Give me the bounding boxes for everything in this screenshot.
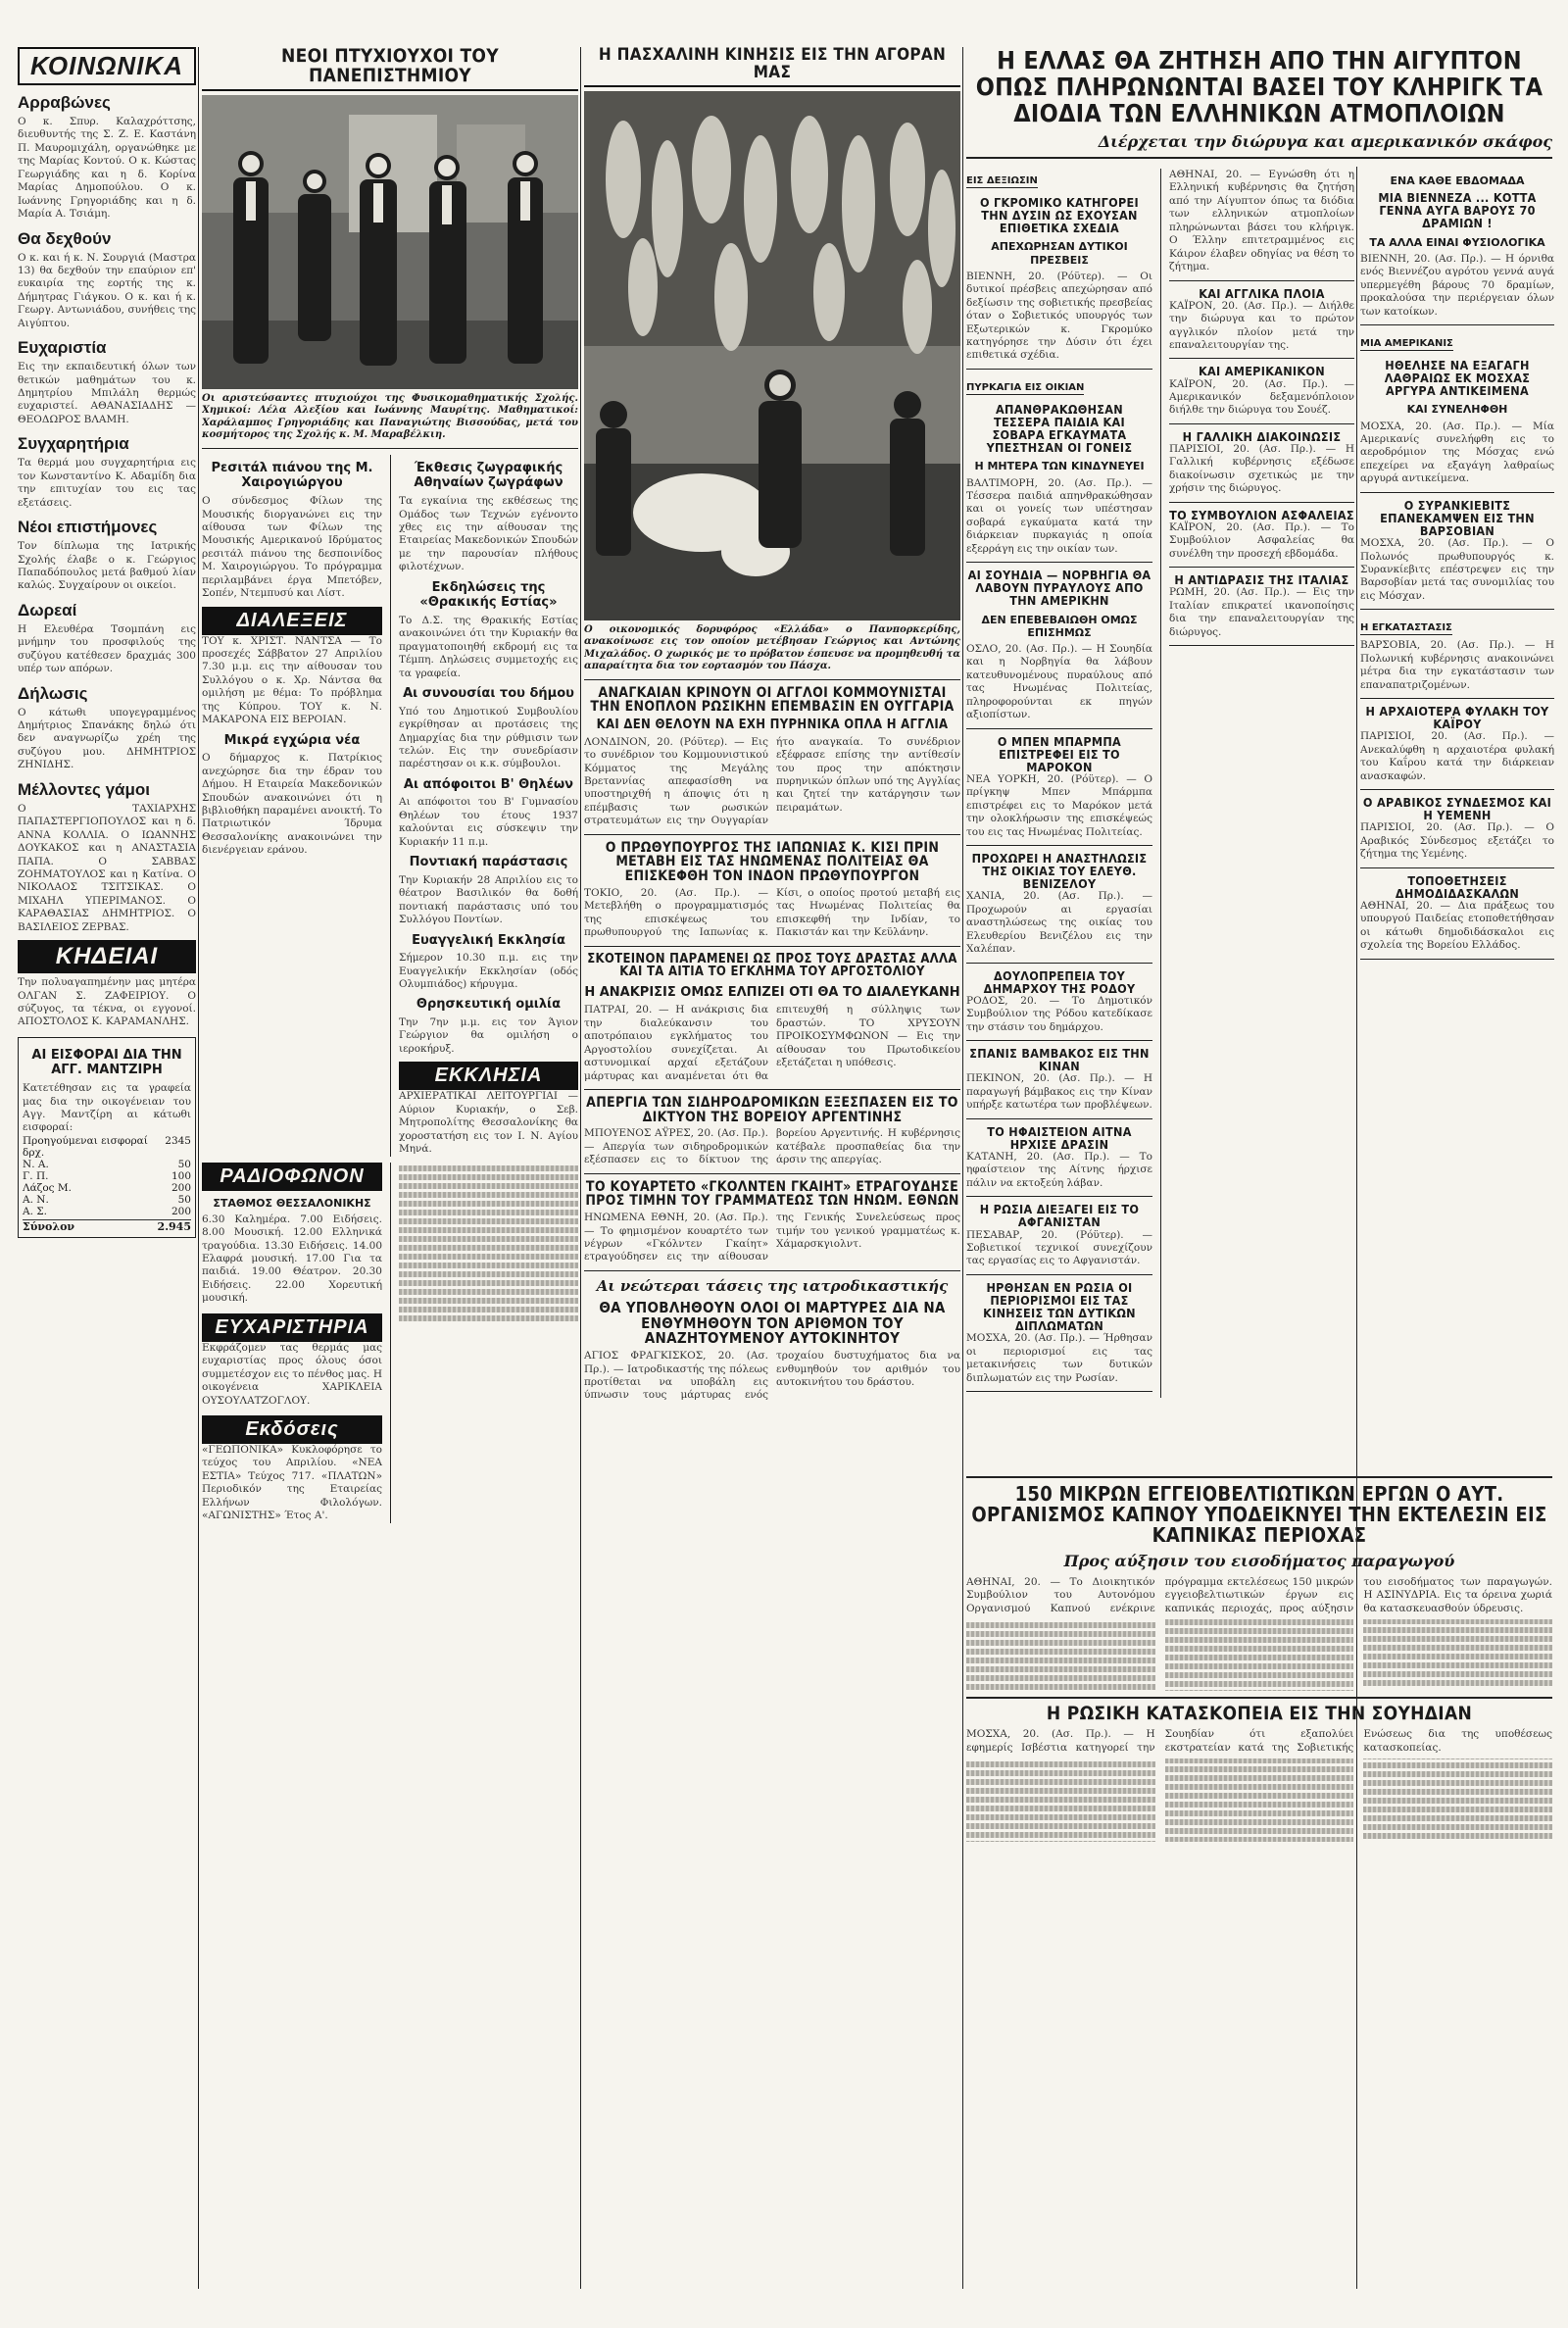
news-text: ΚΑΪΡΟΝ, 20. (Ασ. Πρ.). — Αμερικανικόν δεξαμενόπλοιον διήλθε την διώρυγα του Σουέζ. <box>1168 377 1354 417</box>
col2-lower-left <box>202 1163 382 1523</box>
news-text: ΠΕΣΑΒΑΡ, 20. (Ρόϋτερ). — Σοβιετικοί τεχνικοί συνεχίζουν τας εργασίας εις το Αφγανιστάν. <box>966 1228 1152 1267</box>
section-text: Η Ελευθέρα Τσομπάνη εις μνήμην του προσφιλούς της συζύγου κατέθεσεν δραχμάς 300 υπέρ των απόρων. <box>18 622 196 675</box>
news-headline: Ο ΣΥΡΑΝΚΙΕΒΙΤΣ ΕΠΑΝΕΚΑΜΨΕΝ ΕΙΣ ΤΗΝ ΒΑΡΣΟΒΙΑΝ <box>1380 497 1535 538</box>
university-column <box>202 47 578 2289</box>
market-photo <box>584 91 960 620</box>
eisfora-name: Λάζος Μ. <box>23 1181 72 1194</box>
section-banner: ΔΙΑΛΕΞΕΙΣ <box>202 607 382 635</box>
news-headline: ΣΠΑΝΙΣ ΒΑΜΒΑΚΟΣ ΕΙΣ ΤΗΝ ΚΙΝΑΝ <box>969 1046 1150 1074</box>
news-headline: Ο ΑΡΑΒΙΚΟΣ ΣΥΝΔΕΣΜΟΣ ΚΑΙ Η ΥΕΜΕΝΗ <box>1362 795 1552 823</box>
news-text: ΠΕΚΙΝΟΝ, 20. (Ασ. Πρ.). — Η παραγωγή βάμβακος εις την Κίναν υπήρξε κατωτέρα των προβλέψεων. <box>966 1072 1152 1112</box>
eisfora-amount: 200 <box>171 1181 191 1194</box>
section-text: Ο ΤΑΧΙΑΡΧΗΣ ΠΑΠΑΣΤΕΡΓΙΟΠΟΥΛΟΣ και η δ. ΑΝΝΑ ΚΟΛΛΙΑ. Ο ΙΩΑΝΝΗΣ ΔΟΥΚΑΚΟΣ και η ΑΝΑΣΤΑΣΙΑ ΠΑΠΑ. Ο ΣΑΒΒΑΣ ΖΟΗΜΑΤΟΥΛΟΣ και η Κατίνα. Ο ΝΙΚΟΛΑΟΣ ΤΣΙΤΣΙΚΑΣ. Ο ΜΙΧΑΗΛ ΥΠΕΡΙΜΑΝΟΣ. Ο ΚΑΡΑΘΑΣΙΑΣ ΔΗΜΗΤΡΙΟΣ. Ο ΒΑΣΙΛΕΙΟΣ ΖΕΡΒΑΣ. <box>18 802 196 933</box>
article6-headline: ΘΑ ΥΠΟΒΛΗΘΟΥΝ ΟΛΟΙ ΟΙ ΜΑΡΤΥΡΕΣ ΔΙΑ ΝΑ ΕΝΘΥΜΗΘΟΥΝ ΤΟΝ ΑΡΙΘΜΟΝ ΤΟΥ ΑΝΑΖΗΤΟΥΜΕΝΟΥ ΑΥΤΟΚΙΝΗΤΟΥ <box>599 1298 946 1348</box>
article3-body: ΠΑΤΡΑΙ, 20. — Η ανάκρισις δια την διαλεύκανσιν του αποτρόπαιου εγκλήματος του Αργοστολίου συνεχίζεται. Αι αστυνομικαί αρχαί εξετάζουν μάρτυρας και αναμένεται ότι θα επιτευχθή η σύλληψις των δραστών. ΤΟ ΧΡΥΣΟΥΝ ΠΡΟΙΚΟΣΥΜΦΩΝΟΝ — Εις την αίθουσαν του Πρωτοδικείου εξετάζεται η υπόθεσις. <box>584 1004 960 1082</box>
news-kicker: ΠΥΡΚΑΓΙΑ ΕΙΣ ΟΙΚΙΑΝ <box>966 381 1085 393</box>
col2-left <box>202 455 382 1157</box>
eisfora-table <box>23 1135 191 1217</box>
item-text: ΑΡΧΙΕΡΑΤΙΚΑΙ ΛΕΙΤΟΥΡΓΙΑΙ — Αύριον Κυριακήν, ο Σεβ. Μητροπολίτης Θεσσαλονίκης θα χοροστατήση εις τον Ι. Ν. Αγίου Μηνά. <box>398 1090 578 1156</box>
right-items <box>1360 191 1554 959</box>
news-headline: Η ΑΝΤΙΔΡΑΣΙΣ ΤΗΣ ΙΤΑΛΙΑΣ <box>1174 572 1349 588</box>
news-text: ΑΘΗΝΑΙ, 20. — Δια πράξεως του υπουργού Παιδείας ετοποθετήθησαν οι κάτωθι δημοδιδάσκαλοι εις σχολεία της Βορείου Ελλάδος. <box>1360 899 1554 952</box>
item-title: Εκδηλώσεις της «Θρακικής Εστίας» <box>419 579 558 611</box>
section-text: Ο κ. και ή κ. Ν. Σουργιά (Μαστρα 13) θα δεχθούν την επαύριον επ' ευκαιρία της εορτής της κ. Δήμητρας Γιάγκου. Ο κ. και ή κ. Γεωργ. Αντωνιάδου, συνήθεις της Αιγύπτου. <box>18 251 196 329</box>
item-text: Την 7ην μ.μ. εις τον Άγιον Γεώργιον θα ομιλήση ο ιεροκήρυξ. <box>398 1016 578 1055</box>
news-text: ΡΟΔΟΣ, 20. — Το Δημοτικόν Συμβούλιον της Ρόδου κατεδίκασε την στάσιν του δημάρχου. <box>966 994 1152 1033</box>
weekly-kicker: ΕΝΑ ΚΑΘΕ ΕΒΔΟΜΑΔΑ <box>1390 174 1525 187</box>
news-split <box>966 169 1354 1398</box>
item-text: Αι απόφοιτοι του Β' Γυμνασίου Θηλέων του έτους 1937 καλούνται εις σύσκεψιν την Κυριακήν 11 π.μ. <box>398 796 578 848</box>
article6-body: ΑΓΙΟΣ ΦΡΑΓΚΙΣΚΟΣ, 20. (Ασ. Πρ.). — Ιατροδικαστής της πόλεως προτίθεται να υποβάλη εις ύπνωσιν τους μάρτυρας ενός τροχαίου δυστυχήματος δια να ενθυμηθούν τον αριθμόν του αυτοκινήτου του δράστου. <box>584 1350 960 1402</box>
item-text: Την Κυριακήν 28 Απριλίου εις το θέατρον Βασιλικόν θα δοθή ποντιακή παράστασις υπό του Συλλόγου Ποντίων. <box>398 873 578 926</box>
kideiai-text: Την πολυαγαπημένην μας μητέρα ΟΛΓΑΝ Σ. ΖΑΦΕΙΡΙΟΥ. Ο σύζυγος, τα τέκνα, οι εγγονοί. ΑΠΟΣΤΟΛΟΣ Κ. ΚΑΡΑΜΑΝΛΗΣ. <box>18 976 196 1028</box>
item-title: Ευαγγελική Εκκλησία <box>412 932 565 948</box>
eisfora-total-row <box>23 1219 191 1233</box>
koinonika-masthead: ΚΟΙΝΩΝΙΚΑ <box>18 47 196 85</box>
eisfora-text: Κατετέθησαν εις τα γραφεία μας δια την οικογένειαν του Αγγ. Μαντζίρη αι κάτωθι εισφοραί: <box>23 1082 191 1134</box>
article2-headline: Ο ΠΡΩΘΥΠΟΥΡΓΟΣ ΤΗΣ ΙΑΠΩΝΙΑΣ Κ. ΚΙΣΙ ΠΡΙΝ ΜΕΤΑΒΗ ΕΙΣ ΤΑΣ ΗΝΩΜΕΝΑΣ ΠΟΛΙΤΕΙΑΣ ΘΑ ΕΠΙΣΚΕΦΘΗ ΤΟΝ ΙΝΔΟΝ ΠΡΩΘΥΠΟΥΡΓΟΝ <box>605 839 940 885</box>
news-headline: ΗΡΘΗΣΑΝ ΕΝ ΡΩΣΙΑ ΟΙ ΠΕΡΙΟΡΙΣΜΟΙ ΕΙΣ ΤΑΣ ΚΙΝΗΣΕΙΣ ΤΩΝ ΔΥΤΙΚΩΝ ΔΙΠΛΩΜΑΤΩΝ <box>983 1279 1136 1334</box>
graduates-photo <box>202 95 578 389</box>
eisfora-amount: 50 <box>177 1193 191 1206</box>
radio-station: ΣΤΑΘΜΟΣ ΘΕΣΣΑΛΟΝΙΚΗΣ <box>213 1196 371 1210</box>
news-headline: ΑΙ ΣΟΥΗΔΙΑ — ΝΟΡΒΗΓΙΑ ΘΑ ΛΑΒΟΥΝ ΠΥΡΑΥΛΟΥΣ ΑΠΟ ΤΗΝ ΑΜΕΡΙΚΗΝ <box>967 568 1152 609</box>
section-banner: ΕΚΚΛΗΣΙΑ <box>399 1062 578 1090</box>
col2-right <box>399 455 578 1157</box>
section-text: Τον δίπλωμα της Ιατρικής Σχολής έλαβε ο κ. Γεώργιος Παπαδόπουλος μετά βαθμού λίαν καλώς. Συγχαίρουν οι οικείοι. <box>18 540 196 592</box>
spy-body-continued <box>966 1758 1552 1842</box>
item-title: Θρησκευτική ομιλία <box>416 997 562 1013</box>
news-headline: Ο ΜΠΕΝ ΜΠΑΡΜΠΑ ΕΠΙΣΤΡΕΦΕΙ ΕΙΣ ΤΟ ΜΑΡΟΚΟΝ <box>997 733 1122 774</box>
section-text: Τα θερμά μου συγχαρητήρια εις τον Κωνσταντίνο Κ. Αδαμίδη δια την επιτυχίαν του εις τας εξετάσεις. <box>18 457 196 509</box>
eisfora-name: Ν. Α. <box>23 1158 49 1170</box>
projects-body: ΑΘΗΝΑΙ, 20. — Το Διοικητικόν Συμβούλιον του Αυτονόμου Οργανισμού Καπνού ενέκρινε πρόγραμμα εκτελέσεως 150 μικρών εγγειοβελτιωτικών έργων εις καπνικάς περιοχάς, προς αύξησιν του εισοδήματος των παραγωγών. Η ΑΣΙΝΥΔΡΙΑ. Εις τα όρεινα χωριά θα κατασκευασθούν ύδρευσις. <box>966 1576 1552 1614</box>
col2-lower <box>202 1163 578 1523</box>
eisfora-name: Γ. Π. <box>23 1169 49 1182</box>
spy-headline: Η ΡΩΣΙΚΗ ΚΑΤΑΣΚΟΠΕΙΑ ΕΙΣ ΤΗΝ ΣΟΥΗΔΙΑΝ <box>1046 1703 1473 1725</box>
section-title: Μέλλοντες γάμοι <box>18 779 151 799</box>
item-title: Αι απόφοιτοι Β' Θηλέων <box>403 776 574 792</box>
article1-subheadline: ΚΑΙ ΔΕΝ ΘΕΛΟΥΝ ΝΑ ΕΧΗ ΠΥΡΗΝΙΚΑ ΟΠΛΑ Η ΑΓΓΛΙΑ <box>596 718 949 733</box>
section-text: Ο κάτωθι υπογεγραμμένος Δημήτριος Σπανάκης δηλώ ότι δεν αναγνωρίζω χρέη της συζύγου μου. ΔΗΜΗΤΡΙΟΣ ΖΗΝΙΔΗΣ. <box>18 706 196 771</box>
news-subheadline: ΤΑ ΑΛΛΑ ΕΙΝΑΙ ΦΥΣΙΟΛΟΓΙΚΑ <box>1369 235 1545 249</box>
news-text: ΚΑΤΑΝΗ, 20. (Ασ. Πρ.). — Το ηφαίστειον της Αίτνης ήρχισε πάλιν να εκτοξεύη λάβαν. <box>966 1151 1152 1189</box>
news-headline: ΑΠΑΝΘΡΑΚΩΘΗΣΑΝ ΤΕΣΣΕΡΑ ΠΑΙΔΙΑ ΚΑΙ ΣΟΒΑΡΑ ΕΓΚΑΥΜΑΤΑ ΥΠΕΣΤΗΣΑΝ ΟΙ ΓΟΝΕΙΣ <box>986 401 1133 456</box>
eisfora-amount: 2345 <box>165 1134 191 1147</box>
eisfora-name: Α. Σ. <box>23 1205 48 1217</box>
news-text: ΟΣΛΟ, 20. (Ασ. Πρ.). — Η Σουηδία και η Νορβηγία θα λάβουν κατευθυνομένους πυραύλους από τας Ηνωμένας Πολιτείας, πληροφορούνται εκ πηγών αξιοπίστων. <box>966 642 1152 721</box>
news-text: ΠΑΡΙΣΙΟΙ, 20. (Ασ. Πρ.). — Ο Αραβικός Σύνδεσμος εξετάζει το ζήτημα της Υεμένης. <box>1360 821 1554 861</box>
news-subheadline: ΚΑΙ ΣΥΝΕΛΗΦΘΗ <box>1406 403 1508 417</box>
section-text: Ο κ. Σπυρ. Καλαχρόττσης, διευθυντής της Σ. Ζ. Ε. Καστάνη Π. Μαυρομιχάλη, οργανώθηκε με της Μαρίας Κοντού. Ο κ. Κώστας Γεωργιάδης και η δ. Κορίνα Μαρίας Δημοπούλου. Ο κ. Ιωάννης Γρηγοριάδης και η δ. Μαρία Α. Τσιάμη. <box>18 116 196 221</box>
section-title: Δωρεαί <box>18 600 77 619</box>
col2-lower-right <box>399 1163 578 1523</box>
section-text: Εις την εκπαιδευτική όλων των θετικών μαθημάτων του κ. Δημητρίου Μπιλάλη θερμώς ευχαριστεί. ΑΘΑΝΑΣΙΑΔΗΣ — ΘΕΟΔΩΡΟΣ ΒΛΑΜΗ. <box>18 361 196 425</box>
column-rule <box>962 47 963 2289</box>
eisfora-total-label: Σύνολον <box>23 1219 75 1233</box>
eisfora-title: ΑΙ ΕΙΣΦΟΡΑΙ ΔΙΑ ΤΗΝ ΑΓΓ. ΜΑΝΤΖΙΡΗ <box>31 1047 182 1078</box>
column-rule <box>198 47 199 2289</box>
kideiai-banner: ΚΗΔΕΙΑΙ <box>18 940 196 973</box>
section-title: Νέοι επιστήμονες <box>18 518 158 537</box>
egypt-deck: Διέρχεται την διώρυγα και αμερικανικόν σκάφος <box>1098 132 1552 151</box>
projects-headline: 150 ΜΙΚΡΩΝ ΕΓΓΕΙΟΒΕΛΤΙΩΤΙΚΩΝ ΕΡΓΩΝ Ο ΑΥΤ. ΟΡΓΑΝΙΣΜΟΣ ΚΑΠΝΟΥ ΥΠΟΔΕΙΚΝΥΕΙ ΤΗΝ ΕΚΤΕΛΕΣΙΝ ΕΙΣ ΚΑΠΝΙΚΑΣ ΠΕΡΙΟΧΑΣ <box>971 1482 1547 1547</box>
social-column <box>18 47 196 2289</box>
eisfora-name: Α. Ν. <box>23 1193 49 1206</box>
column-rule <box>580 47 581 2289</box>
news-text: ΚΑΪΡΟΝ, 20. (Ασ. Πρ.). — Το Συμβούλιον Ασφαλείας θα συνέλθη την προσεχή εβδομάδα. <box>1168 520 1354 560</box>
news-left <box>966 169 1152 1398</box>
eisfora-name: Προηγούμεναι εισφοραί δρχ. <box>23 1134 148 1159</box>
right-column <box>1360 169 1554 1456</box>
news-kicker: ΕΙΣ ΔΕΞΙΩΣΙΝ <box>966 175 1038 186</box>
news-text: ΒΑΛΤΙΜΟΡΗ, 20. (Ασ. Πρ.). — Τέσσερα παιδιά απηνθρακώθησαν και οι γονείς των υπέστησαν σοβαρά εγκαύματα κατά την διάρκειαν πυρκαγιάς η οποία εξερράγη εις την οικίαν των. <box>966 476 1152 555</box>
news-headline: ΗΘΕΛΗΣΕ ΝΑ ΕΞΑΓΑΓΗ ΛΑΘΡΑΙΩΣ ΕΚ ΜΟΣΧΑΣ ΑΡΓΥΡΑ ΑΝΤΙΚΕΙΜΕΝΑ <box>1384 357 1531 399</box>
news-kicker: ΜΙΑ ΑΜΕΡΙΚΑΝΙΣ <box>1360 337 1453 349</box>
news-headline: ΚΑΙ ΑΓΓΛΙΚΑ ΠΛΟΙΑ <box>1199 285 1325 301</box>
projects-area <box>966 1470 1552 2289</box>
section-title: Συγχαρητήρια <box>18 434 129 454</box>
item-title: Έκθεσις ζωγραφικής Αθηναίων ζωγράφων <box>414 460 564 491</box>
section-title: Δήλωσις <box>18 683 88 703</box>
social-sections <box>18 93 196 934</box>
news-text: ΠΑΡΙΣΙΟΙ, 20. (Ασ. Πρ.). — Ανεκαλύφθη η αρχαιοτέρα φυλακή του Καΐρου κατά την διάρκειαν ανασκαφών. <box>1360 730 1554 782</box>
projects-body-continued <box>966 1619 1552 1691</box>
news-headline: ΔΟΥΛΟΠΡΕΠΕΙΑ ΤΟΥ ΔΗΜΑΡΧΟΥ ΤΗΣ ΡΟΔΟΥ <box>983 967 1136 996</box>
article5-body: ΗΝΩΜΕΝΑ ΕΘΝΗ, 20. (Ασ. Πρ.). — Το φημισμένον κουαρτέτο των νέγρων «Γκόλντεν Γκαίητ» ετραγούδησεν εις την αίθουσαν της Γενικής Συνελεύσεως προς τιμήν του γενικού γραμματέως κ. Χάμαρσκγιολντ. <box>584 1212 960 1263</box>
eisfora-amount: 50 <box>177 1158 191 1170</box>
article4-body: ΜΠΟΥΕΝΟΣ ΑΫΡΕΣ, 20. (Ασ. Πρ.). — Απεργία των σιδηροδρομικών εξέσπασεν εις το δίκτυον της βορείου Αργεντινής. Η κυβέρνησις κατέβαλε προσπαθείας δια την άρσιν της απεργίας. <box>584 1127 960 1166</box>
news-text: ΜΟΣΧΑ, 20. (Ασ. Πρ.). — Μία Αμερικανίς συνελήφθη εις το αεροδρόμιον της Μόσχας ενώ επεχείρει να εξαγάγη λαθραίως αργυρά αντικείμενα. <box>1360 420 1554 485</box>
item-title: Ρεσιτάλ πιάνου της Μ. Χαιρογιώργου <box>211 460 373 491</box>
news-headline: ΠΡΟΧΩΡΕΙ Η ΑΝΑΣΤΗΛΩΣΙΣ ΤΗΣ ΟΙΚΙΑΣ ΤΟΥ ΕΛΕΥΘ. ΒΕΝΙΖΕΛΟΥ <box>971 851 1148 892</box>
eisfora-row <box>23 1135 191 1159</box>
news-text: ΒΙΕΝΝΗ, 20. (Ασ. Πρ.). — Η όρνιθα ενός Βιεννέζου αγρότου γεννά αυγά υπερμεγέθη βάρους 70 δραμίων, προκαλούσα την περιέργειαν όλων των κατοίκων. <box>1360 252 1554 318</box>
item-title: Μικρά εγχώρια νέα <box>223 732 361 748</box>
news-headline: ΤΟ ΗΦΑΙΣΤΕΙΟΝ ΑΙΤΝΑ ΗΡΧΙΣΕ ΔΡΑΣΙΝ <box>987 1123 1132 1152</box>
article4-headline: ΑΠΕΡΓΙΑ ΤΩΝ ΣΙΔΗΡΟΔΡΟΜΙΚΩΝ ΕΞΕΣΠΑΣΕΝ ΕΙΣ ΤΟ ΔΙΚΤΥΟΝ ΤΗΣ ΒΟΡΕΙΟΥ ΑΡΓΕΝΤΙΝΗΣ <box>586 1095 958 1125</box>
news-text: ΚΑΪΡΟΝ, 20. (Ασ. Πρ.). — Διήλθε την διώρυγα και το πρώτον αγγλικόν πλοίον μετά την επαναλειτουργίαν της. <box>1168 299 1354 351</box>
eisfora-row <box>23 1194 191 1206</box>
news-subheadline: Η ΜΗΤΕΡΑ ΤΩΝ ΚΙΝΔΥΝΕΥΕΙ <box>974 460 1145 473</box>
news-headline: Η ΓΑΛΛΙΚΗ ΔΙΑΚΟΙΝΩΣΙΣ <box>1182 428 1342 444</box>
news-headline: ΜΙΑ ΒΙΕΝΝΕΖΑ ... ΚΟΤΤΑ ΓΕΝΝΑ ΑΥΓΑ ΒΑΡΟΥΣ 70 ΔΡΑΜΙΩΝ ! <box>1378 190 1537 231</box>
item-text: ΤΟΥ κ. ΧΡΙΣΤ. ΝΑΝΤΣΑ — Το προσεχές Σάββατον 27 Απριλίου 7.30 μ.μ. εις την αίθουσαν του Συλλόγου ο κ. Χρ. Νάντσα θα ομιλήση με θέμα: Το πρόβλημα της Κύπρου. ΤΟΥ κ. Ν. ΜΑΚΑΡΟΝΑ ΕΙΣ ΒΕΡΟΙΑΝ. <box>202 634 382 726</box>
egypt-headline: Η ΕΛΛΑΣ ΘΑ ΖΗΤΗΣΗ ΑΠΟ ΤΗΝ ΑΙΓΥΠΤΟΝ ΟΠΩΣ ΠΛΗΡΩΝΩΝΤΑΙ ΒΑΣΕΙ ΤΟΥ ΚΛΗΡΙΓΚ ΤΑ ΔΙΟΔΙΑ ΤΩΝ ΕΛΛΗΝΙΚΩΝ ΑΤΜΟΠΛΟΙΩΝ <box>975 47 1544 127</box>
eisfora-amount: 100 <box>171 1169 191 1182</box>
eisfora-box <box>18 1037 196 1238</box>
eisfora-row <box>23 1182 191 1194</box>
graduates-caption: Οι αριστεύσαντες πτυχιούχοι της Φυσικομαθηματικής Σχολής. Χημικοί: Λέλα Αλεξίου και Ιωάννης Μαυρίτης. Μαθηματικοί: Χαράλαμπος Γρηγοριάδης και Παναγιώτης Βισσούδας, μετά του κοσμήτορος της Σχολής κ. Μ. Μαραβέλκιη. <box>202 392 578 441</box>
news-headline: ΚΑΙ ΑΜΕΡΙΚΑΝΙΚΟΝ <box>1198 364 1325 379</box>
article1-headline: ΑΝΑΓΚΑΙΑΝ ΚΡΙΝΟΥΝ ΟΙ ΑΓΓΛΟΙ ΚΟΜΜΟΥΝΙΣΤΑΙ ΤΗΝ ΕΝΟΠΛΟΝ ΡΩΣΙΚΗΝ ΕΠΕΜΒΑΣΙΝ ΕΝ ΟΥΓΓΑΡΙΑ <box>590 684 955 716</box>
item-text: Σήμερον 10.30 π.μ. εις την Ευαγγελικήν Εκκλησίαν (οδός Ολυμπιάδος) κήρυγμα. <box>398 952 578 990</box>
news-headline: ΤΟ ΣΥΜΒΟΥΛΙΟΝ ΑΣΦΑΛΕΙΑΣ <box>1169 507 1354 522</box>
news-text: ΜΟΣΧΑ, 20. (Ασ. Πρ.). — Ο Πολωνός πρωθυπουργός κ. Συρανκίεβιτς επέστρεψεν εις την Βαρσοβίαν μετά τας συνομιλίας του εις Μόσχαν. <box>1360 537 1554 602</box>
eisfora-row <box>23 1206 191 1217</box>
item-text: Υπό του Δημοτικού Συμβουλίου εγκρίθησαν αι προτάσεις της Δημαρχίας δια την ρύθμισιν των τελών. Εις την συνεδρίασιν παρέστησαν οι κ.κ. σύμβουλοι. <box>398 705 578 770</box>
section-title: Θα δεχθούν <box>18 228 112 248</box>
news-headline: Η ΡΩΣΙΑ ΔΙΕΞΑΓΕΙ ΕΙΣ ΤΟ ΑΦΓΑΝΙΣΤΑΝ <box>979 1202 1140 1230</box>
news-text: ΒΙΕΝΝΗ, 20. (Ρόϋτερ). — Οι δυτικοί πρέσβεις απεχώρησαν από δεξίωσιν της σοβιετικής πρεσβείας όταν ο Σοβιετικός υπουργός των Εξωτερικών κ. Γκρομύκο κατηγόρησε την Δύσιν ότι έχει επιθετικά σχέδια. <box>966 270 1152 362</box>
news-subheadline: ΑΠΕΧΩΡΗΣΑΝ ΔΥΤΙΚΟΙ ΠΡΕΣΒΕΙΣ <box>991 240 1128 267</box>
news-text: ΝΕΑ ΥΟΡΚΗ, 20. (Ρόϋτερ). — Ο πρίγκηψ Μπεν Μπάρμπα επιστρέφει εις το Μαρόκον μετά την ολοκλήρωσιν της επισκέψεώς του εις τας Ηνωμένας Πολιτείας. <box>966 772 1152 838</box>
market-column <box>584 47 960 2289</box>
article2-body: ΤΟΚΙΟ, 20. (Ασ. Πρ.). — Μετεβλήθη ο προγραμματισμός της επισκέψεως του πρωθυπουργού της Ιαπωνίας κ. Κίσι, ο οποίος προτού μεταβή εις τας Ηνωμένας Πολιτείας θα επισκεφθή την Ινδίαν, το Πακιστάν και την Κεϋλάνην. <box>584 886 960 939</box>
article1-body: ΛΟΝΔΙΝΟΝ, 20. (Ρόϋτερ). — Εις το συνέδριον του Κομμουνιστικού Κόμματος της Μεγάλης Βρεταννίας απεφασίσθη να υποστηριχθή η άποψις ότι η επέμβασις των ρωσικών στρατευμάτων εις την Ουγγαρίαν ήτο αναγκαία. Το συνέδριον εξέφρασε επίσης την αντίθεσίν του προς την απόκτησιν πυρηνικών όπλων υπό της Αγγλίας και ζητεί την κατάργησιν των πειραμάτων. <box>584 735 960 827</box>
article5-headline: ΤΟ ΚΟΥΑΡΤΕΤΟ «ΓΚΟΛΝΤΕΝ ΓΚΑΙΗΤ» ΕΤΡΑΓΟΥΔΗΣΕ ΠΡΟΣ ΤΙΜΗΝ ΤΟΥ ΓΡΑΜΜΑΤΕΩΣ ΤΩΝ ΗΝΩΜ. ΕΘΝΩΝ <box>585 1178 959 1210</box>
news-text: ΠΑΡΙΣΙΟΙ, 20. (Ασ. Πρ.). — Η Γαλλική κυβέρνησις εξέδωσε διακοίνωσιν σχετικώς με την χρήσιν της διώρυγος. <box>1168 442 1354 495</box>
item-text: Ο σύνδεσμος Φίλων της Μουσικής διοργανώνει εις την αίθουσα των Φίλων της Μουσικής Αμερικανού Ιδρύματος ρεσιτάλ πιάνου της δεσποινίδος Μ. Χαιρογιώργου. Το πρόγραμμα περιλαμβάνει έργα Μπετόβεν, Σοπέν, Ντεμπυσύ και Λίστ. <box>202 495 382 600</box>
eucharistiria-text: Εκφράζομεν τας θερμάς μας ευχαριστίας προς όλους όσοι συμμετέσχον εις το πένθος μας. Η οικογένεια ΧΑΡΙΚΛΕΙΑ ΟΥΣΟΥΛΑΤΖΟΓΛΟΥ. <box>202 1341 382 1407</box>
news-subheadline: ΔΕΝ ΕΠΕΒΕΒΑΙΩΘΗ ΟΜΩΣ ΕΠΙΣΗΜΩΣ <box>981 613 1138 639</box>
radio-schedule: 6.30 Καλημέρα. 7.00 Ειδήσεις. 8.00 Μουσική. 12.00 Ελληνικά τραγούδια. 13.30 Ειδήσεις. 14.00 Ελαφρά μουσική. 17.00 Για τα παιδιά. 19.00 Θέατρον. 20.30 Ειδήσεις. 22.00 Χορευτική μουσική. <box>202 1213 382 1305</box>
item-text: Τα εγκαίνια της εκθέσεως της Ομάδος των Τεχνών εγένοντο χθες εις την αίθουσαν της Εταιρείας Μακεδονικών Σπουδών με την παρουσίαν πλήθους φιλοτέχνων. <box>398 495 578 573</box>
eisfora-amount: 200 <box>171 1205 191 1217</box>
ekdoseis-text: «ΓΕΩΠΟΝΙΚΑ» Κυκλοφόρησε το τεύχος του Απριλίου. «ΝΕΑ ΕΣΤΙΑ» Τεύχος 717. «ΠΛΑΤΩΝ» Περιοδικόν της Εταιρείας Ελλήνων Φιλολόγων. «ΑΓΩΝΙΣΤΗΣ» Έτος Α'. <box>202 1443 382 1522</box>
market-headline: Η ΠΑΣΧΑΛΙΝΗ ΚΙΝΗΣΙΣ ΕΙΣ ΤΗΝ ΑΓΟΡΑΝ ΜΑΣ <box>584 47 960 87</box>
news-kicker: Η ΕΓΚΑΤΑΣΤΑΣΙΣ <box>1360 622 1452 634</box>
news-headline: Ο ΓΚΡΟΜΙΚΟ ΚΑΤΗΓΟΡΕΙ ΤΗΝ ΔΥΣΙΝ ΩΣ ΕΧΟΥΣΑΝ ΕΠΙΘΕΤΙΚΑ ΣΧΕΔΙΑ <box>979 195 1140 236</box>
section-title: Ευχαριστία <box>18 338 107 358</box>
eisfora-row <box>23 1159 191 1170</box>
news-text: ΒΑΡΣΟΒΙΑ, 20. (Ασ. Πρ.). — Η Πολωνική κυβέρνησις ανακοινώνει μέτρα δια την εγκατάστασιν των επαναπατριζομένων. <box>1360 639 1554 691</box>
item-title: Αι συνουσίαι του δήμου <box>403 686 574 702</box>
eucharistiria-banner: ΕΥΧΑΡΙΣΤΗΡΙΑ <box>202 1313 382 1342</box>
item-text: Ο δήμαρχος κ. Πατρίκιος ανεχώρησε δια την έδραν του Δήμου. Η Εταιρεία Μακεδονικών Σπουδών ανακοινώνει ότι η βιβλιοθήκη παραμένει ανοικτή. Το Πατριωτικόν Ίδρυμα Θεσσαλονίκης ανακοινώνει την διενέργειαν εράνου. <box>202 752 382 857</box>
projects-deck: Προς αύξησιν του εισοδήματος παραγωγού <box>1063 1552 1455 1570</box>
ekdoseis-banner: Εκδόσεις <box>202 1415 382 1444</box>
radio-banner: ΡΑΔΙΟΦΩΝΟΝ <box>202 1163 382 1191</box>
article3-headline: ΣΚΟΤΕΙΝΟΝ ΠΑΡΑΜΕΝΕΙ ΩΣ ΠΡΟΣ ΤΟΥΣ ΔΡΑΣΤΑΣ ΑΛΛΑ ΚΑΙ ΤΑ ΑΙΤΙΑ ΤΟ ΕΓΚΛΗΜΑ ΤΟΥ ΑΡΓΟΣΤΟΛΙΟΥ <box>587 951 957 980</box>
graduates-headline: ΝΕΟΙ ΠΤΥΧΙΟΥΧΟΙ ΤΟΥ ΠΑΝΕΠΙΣΤΗΜΙΟΥ <box>202 47 578 91</box>
market-photo-image <box>584 91 960 620</box>
eisfora-row <box>23 1170 191 1182</box>
article6-deck: Αι νεώτεραι τάσεις της ιατροδικαστικής <box>596 1276 949 1295</box>
news-text: ΜΟΣΧΑ, 20. (Ασ. Πρ.). — Ήρθησαν οι περιορισμοί εις τας μετακινήσεις των δυτικών διπλωματών εις την Ρωσίαν. <box>966 1332 1152 1384</box>
article3-subheadline: Η ΑΝΑΚΡΙΣΙΣ ΟΜΩΣ ΕΛΠΙΖΕΙ ΟΤΙ ΘΑ ΤΟ ΔΙΑΛΕΥΚΑΝΗ <box>584 984 960 1000</box>
spy-body: ΜΟΣΧΑ, 20. (Ασ. Πρ.). — Η εφημερίς Ισβέστια κατηγορεί την Σουηδίαν ότι εξαπολύει εκστρατείαν κατά της Σοβιετικής Ενώσεως δια της υποθέσεως κατασκοπείας. <box>966 1728 1552 1754</box>
eisfora-total: 2.945 <box>157 1219 191 1233</box>
market-caption: Ο οικονομικός δορυφόρος «Ελλάδα» ο Πανπορκερίδης, ανακοίνωσε εις τον οποίον μετέβησαν Γεώργιος και Αντώνης Μιχαλάδος. Ο χωρικός με το πρόβατον έσπευσε να προμηθευθή τα απαραίτητα δια τον εορτασμόν του Πάσχα. <box>584 623 960 672</box>
news-text: ΡΩΜΗ, 20. (Ασ. Πρ.). — Εις την Ιταλίαν επικρατεί ικανοποίησις δια την επαναλειτουργίαν της διώρυγος. <box>1168 586 1354 638</box>
item-title: Ποντιακή παράστασις <box>409 855 568 870</box>
col2-split <box>202 455 578 1157</box>
news-right <box>1169 169 1354 1398</box>
news-text: ΑΘΗΝΑΙ, 20. — Εγνώσθη ότι η Ελληνική κυβέρνησις θα ζητήση από την Αίγυπτον όπως τα διόδια των ελληνικών ατμοπλοίων πληρώνωνται βάσει του κλήριγκ. Ο Έλλην επιτετραμμένος εις Κάιρον έλαβεν οδηγίας να θέση το ζήτημα. <box>1168 169 1354 273</box>
section-title: Αρραβώνες <box>18 93 111 112</box>
news-text: ΧΑΝΙΑ, 20. (Ασ. Πρ.). — Προχωρούν αι εργασίαι αναστηλώσεως της οικίας του Ελευθερίου Βενιζέλου εις την Χαλέπαν. <box>966 890 1152 956</box>
graduates-photo-image <box>202 95 578 389</box>
item-text: Το Δ.Σ. της Θρακικής Εστίας ανακοινώνει ότι την Κυριακήν θα πραγματοποιηθή εκδρομή εις τα Τέμπη. Δηλώσεις συμμετοχής εις τα γραφεία. <box>398 614 578 679</box>
news-headline: Η ΑΡΧΑΙΟΤΕΡΑ ΦΥΛΑΚΗ ΤΟΥ ΚΑΪΡΟΥ <box>1365 704 1549 732</box>
news-headline: ΤΟΠΟΘΕΤΗΣΕΙΣ ΔΗΜΟΔΙΔΑΣΚΑΛΩΝ <box>1395 872 1520 901</box>
